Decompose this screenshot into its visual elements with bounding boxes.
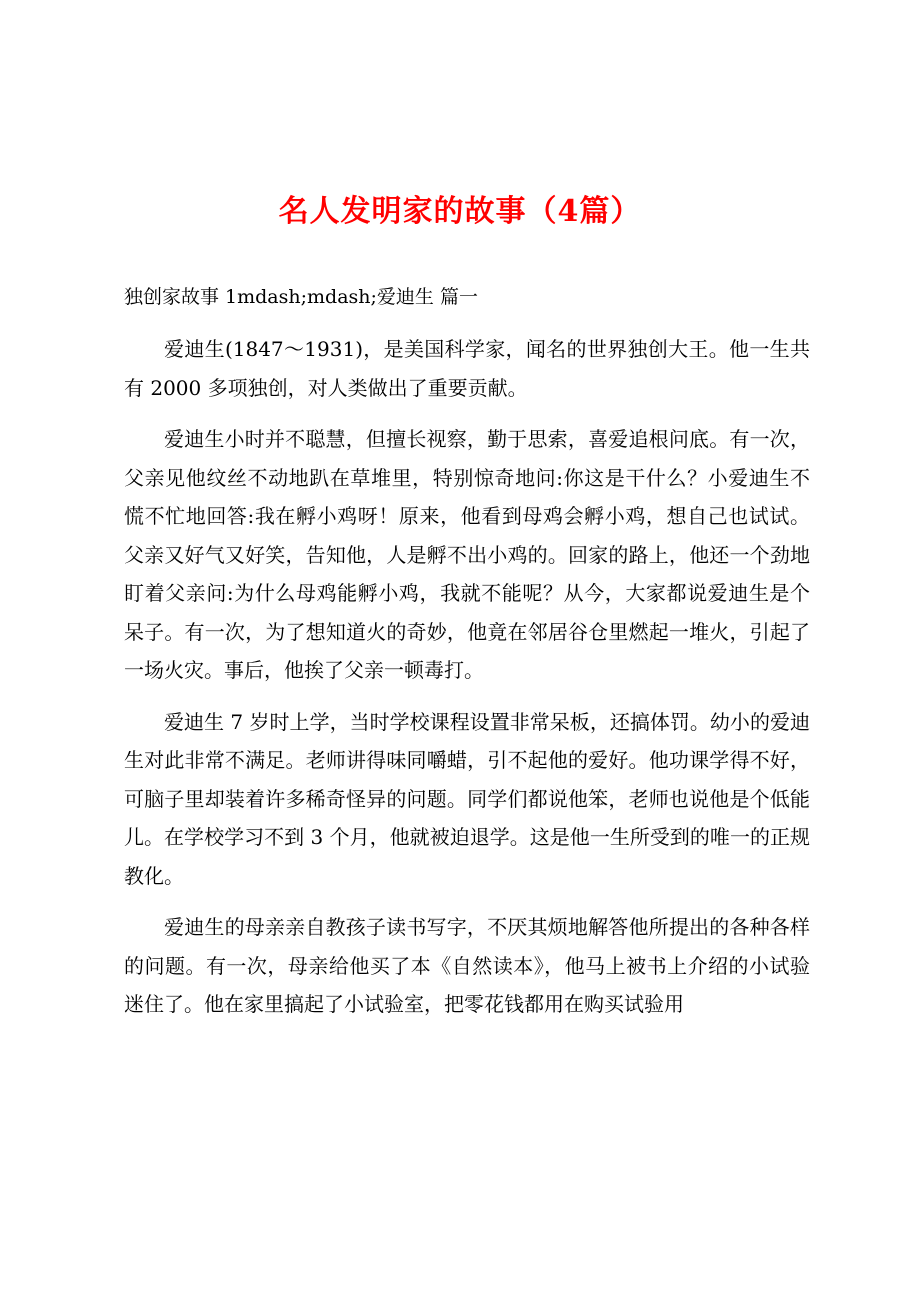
- section-heading: 独创家故事 1mdash;mdash;爱迪生 篇一: [124, 286, 478, 308]
- paragraph-1: 爱迪生(1847～1931)，是美国科学家，闻名的世界独创大王。他一生共有 2000 多项独创，对人类做出了重要贡献。: [124, 337, 810, 400]
- paragraph-3: 爱迪生 7 岁时上学，当时学校课程设置非常呆板，还搞体罚。幼小的爱迪生对此非常不满足。老师讲得味同嚼蜡，引不起他的爱好。他功课学得不好，可脑子里却装着许多稀奇怪异的问题。同学们都说他笨，老师也说他是个低能儿。在学校学习不到 3 个月，他就被迫退学。这是他一生所受到的唯一的正规教化。: [124, 709, 810, 888]
- article-body: [124, 330, 810, 1037]
- paragraph-4: 爱迪生的母亲亲自教孩子读书写字，不厌其烦地解答他所提出的各种各样的问题。有一次，母亲给他买了本《自然读本》，他马上被书上介绍的小试验迷住了。他在家里搞起了小试验室，把零花钱都用在购买试验用: [124, 915, 810, 1016]
- paragraph-2: 爱迪生小时并不聪慧，但擅长视察，勤于思索，喜爱追根问底。有一次，父亲见他纹丝不动地趴在草堆里，特别惊奇地问:你这是干什么？小爱迪生不慌不忙地回答:我在孵小鸡呀！原来，他看到母鸡会孵小鸡，想自己也试试。父亲又好气又好笑，告知他，人是孵不出小鸡的。回家的路上，他还一个劲地盯着父亲问:为什么母鸡能孵小鸡，我就不能呢？从今，大家都说爱迪生是个呆子。有一次，为了想知道火的奇妙，他竟在邻居谷仓里燃起一堆火，引起了一场火灾。事后，他挨了父亲一顿毒打。: [124, 427, 810, 682]
- page-title: 名人发明家的故事（4篇）: [278, 194, 642, 229]
